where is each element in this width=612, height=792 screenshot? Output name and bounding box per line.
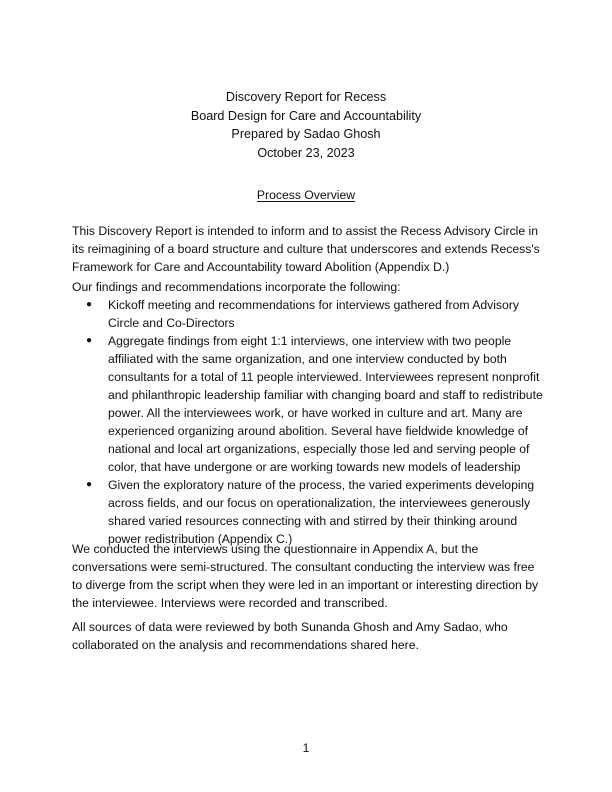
list-item-line: shared varied resources connecting with and stirred by their thinking around [108,514,518,528]
list-item-line: experienced organizing around abolition. Several have fieldwide knowledge of [108,424,529,438]
findings-intro [72,278,542,296]
title-block [0,88,612,162]
sources-paragraph [72,618,542,654]
interviews-paragraph-line: We conducted the interviews using the questionnaire in Appendix A, but the [72,542,479,556]
intro-paragraph-line: This Discovery Report is intended to inform and to assist the Recess Advisory Circle in [72,224,539,238]
list-item-line: color, that have undergone or are working towards new models of leadership [108,460,521,474]
interviews-paragraph-line: the interviewee. Interviews were recorded and transcribed. [72,596,388,610]
list-item [72,332,542,476]
list-item-line: Aggregate findings from eight 1:1 interviews, one interview with two people [108,334,512,348]
list-item-line: affiliated with the same organization, and one interview conducted by both [108,352,507,366]
list-item-line: and philanthropic leadership familiar with changing board and staff to redistribute [108,388,543,402]
intro-paragraph-line: Framework for Care and Accountability toward Abolition (Appendix D.) [72,260,450,274]
document-date: October 23, 2023 [257,145,355,160]
list-item-line: Circle and Co-Directors [108,316,235,330]
intro-paragraph [72,222,542,276]
prepared-by-line: Prepared by Sadao Ghosh [231,127,381,141]
list-item [72,476,542,548]
list-item-line: power. All the interviewees work, or have worked in culture and art. Many are [108,406,523,420]
sources-paragraph-line: collaborated on the analysis and recommendations shared here. [72,638,419,652]
section-heading-text: Process Overview [256,188,356,202]
page-number: 1 [302,741,310,755]
list-item-line: Given the exploratory nature of the process, the varied experiments developing [108,478,535,492]
list-item [72,296,542,332]
list-item-line: national and local art organizations, especially those led and serving people of [108,442,530,456]
list-item-line: Kickoff meeting and recommendations for interviews gathered from Advisory [108,298,519,312]
document-subtitle: Board Design for Care and Accountability [190,108,422,123]
interviews-paragraph-line: conversations were semi-structured. The consultant conducting the interview was free [72,560,535,574]
bullet-icon: ● [86,299,93,310]
list-item-line: across fields, and our focus on operationalization, the interviewees generously [108,496,531,510]
list-item-line: consultants for a total of 11 people interviewed. Interviewees represent nonprofit [108,370,540,384]
interviews-paragraph-line: to diverge from the script when they were led in an important or interesting direction by [72,578,539,592]
bullet-icon: ● [86,335,93,346]
findings-intro-line: Our findings and recommendations incorporate the following: [72,280,401,294]
interviews-paragraph [72,540,542,612]
document-title: Discovery Report for Recess [225,90,387,104]
findings-bullet-list [72,296,542,548]
section-heading [0,186,612,204]
sources-paragraph-line: All sources of data were reviewed by both Sunanda Ghosh and Amy Sadao, who [72,620,508,634]
list-item-line: power redistribution (Appendix C.) [108,532,293,546]
bullet-icon: ● [86,479,93,490]
intro-paragraph-line: its reimagining of a board structure and culture that underscores and extends Recess's [72,242,540,256]
